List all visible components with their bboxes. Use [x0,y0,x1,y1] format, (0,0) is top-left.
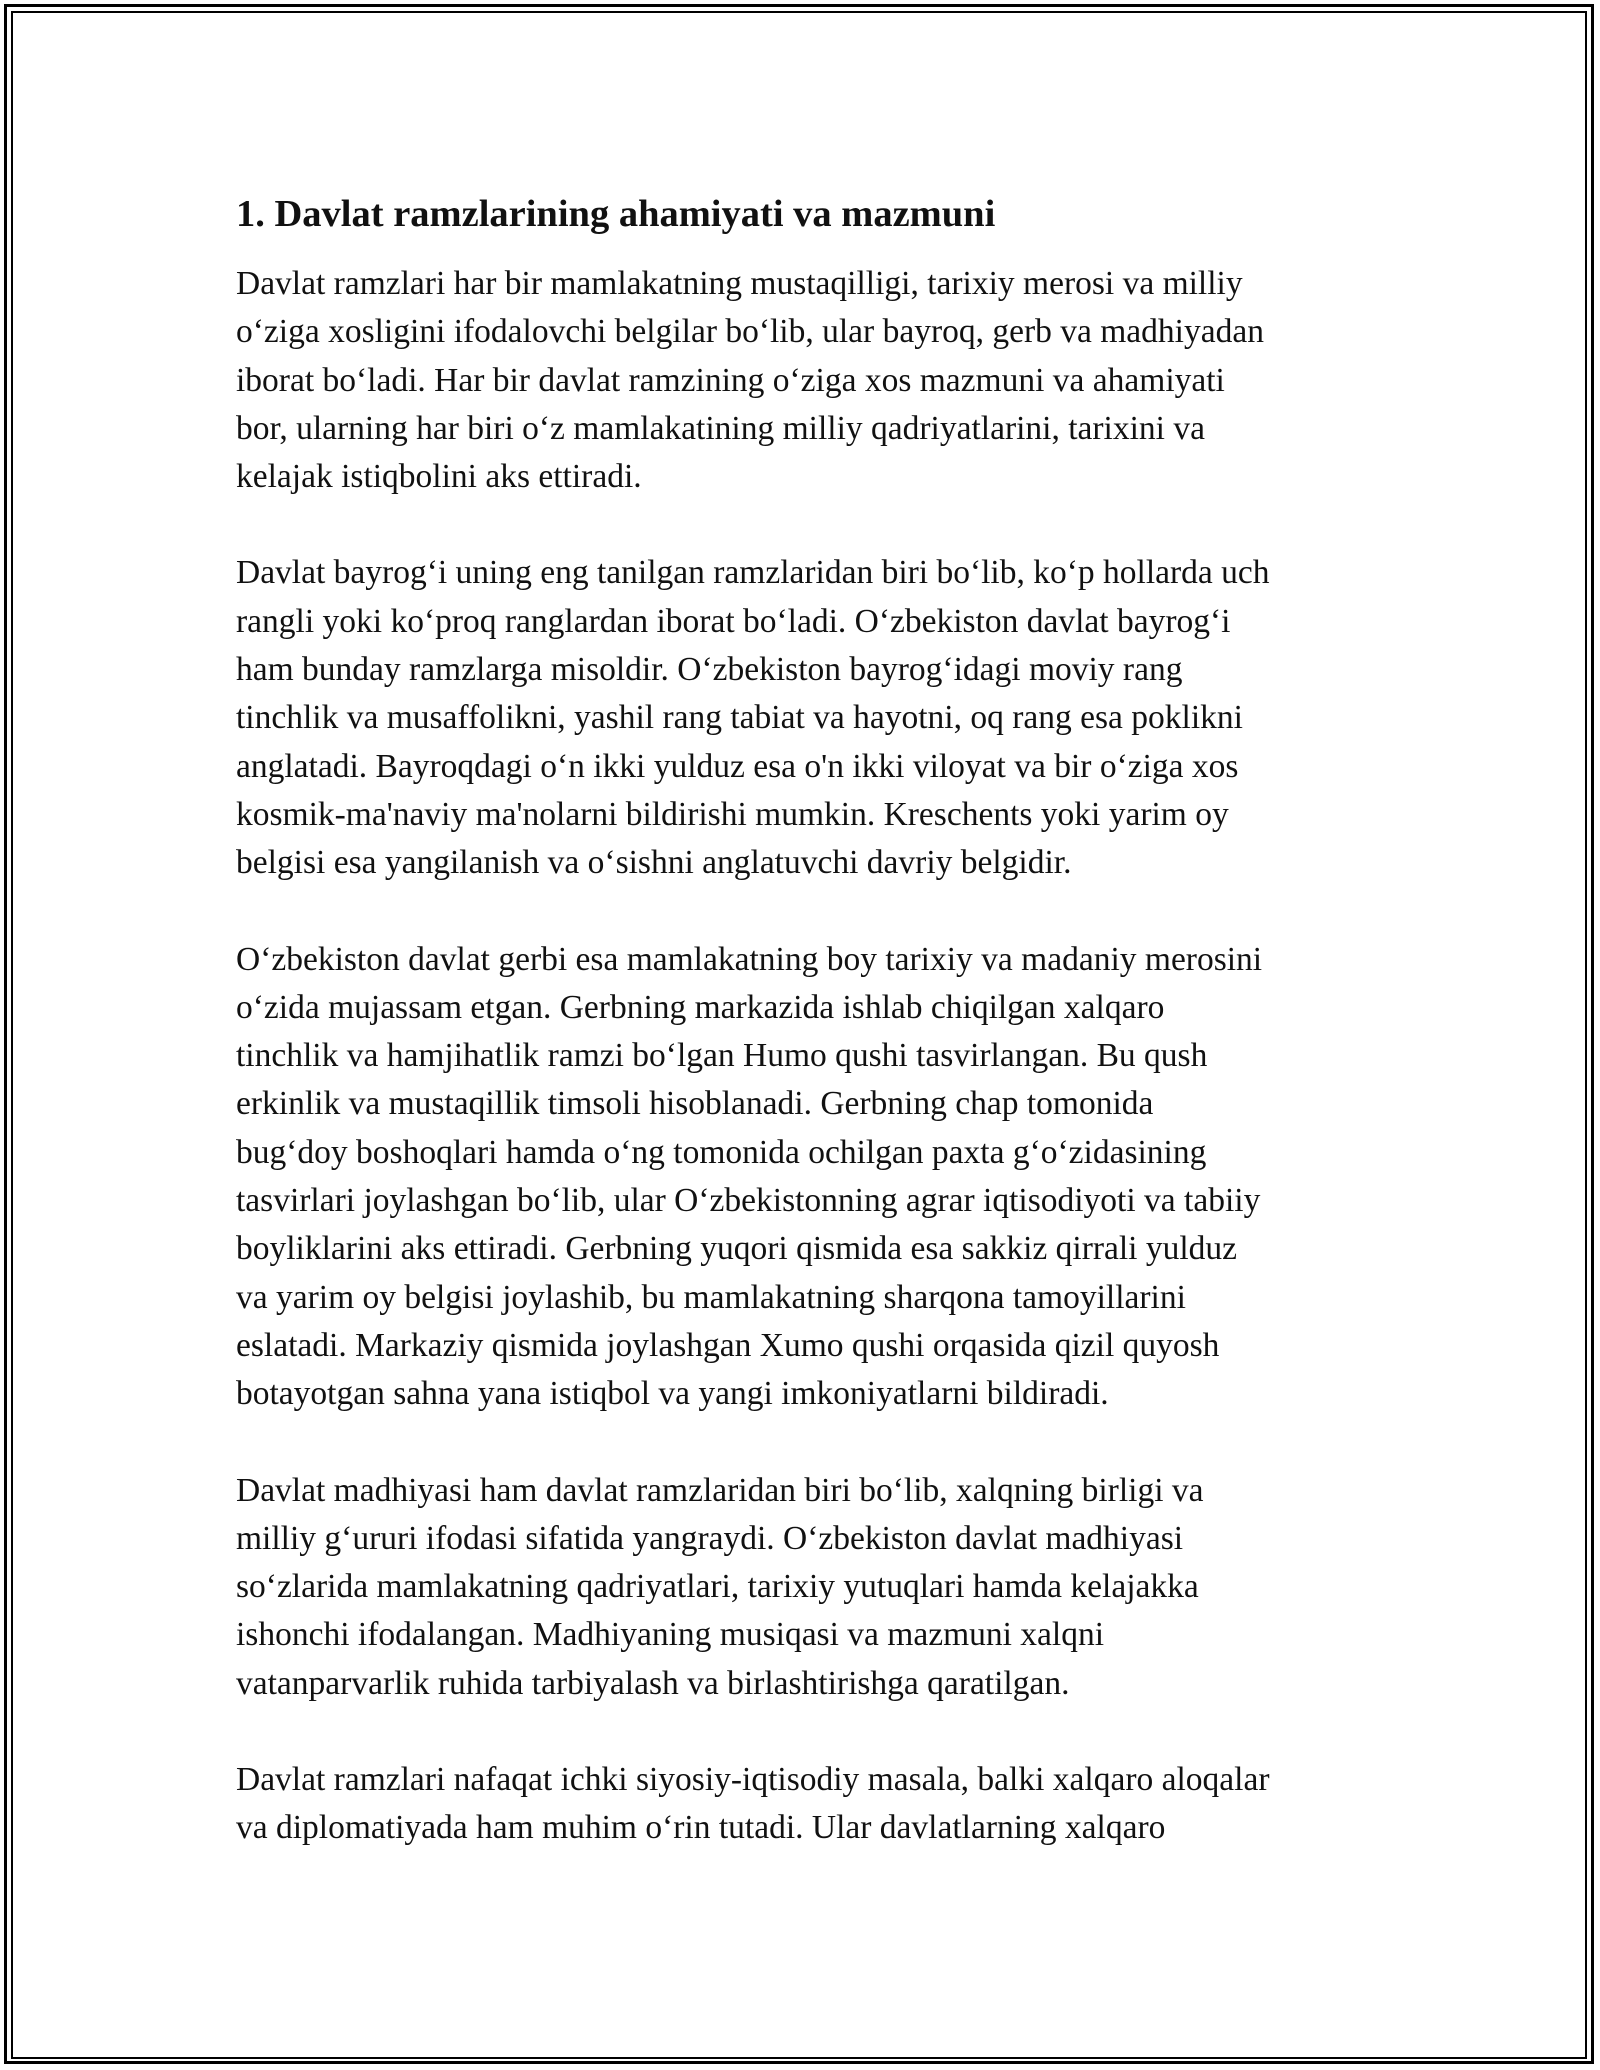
text-line: botayotgan sahna yana istiqbol va yangi imkoniyatlarni bildiradi. [236,1375,1109,1413]
paragraph-4 [236,1467,1376,1708]
text-line: ham bunday ramzlarga misoldir. O‘zbekiston bayrog‘idagi moviy rang [236,651,1183,689]
paragraph-3 [236,936,1376,1419]
text-line: Davlat madhiyasi ham davlat ramzlaridan biri bo‘lib, xalqning birligi va [236,1471,1204,1509]
text-line: O‘zbekiston davlat gerbi esa mamlakatning boy tarixiy va madaniy merosini [236,940,1263,978]
text-line: tinchlik va musaffolikni, yashil rang tabiat va hayotni, oq rang esa poklikni [236,699,1243,737]
text-line: erkinlik va mustaqillik timsoli hisoblanadi. Gerbning chap tomonida [236,1085,1154,1123]
text-line: kosmik-ma'naviy ma'nolarni bildirishi mumkin. Kreschents yoki yarim oy [236,795,1229,833]
paragraph-1 [236,260,1376,501]
text-line: kelajak istiqbolini aks ettiradi. [236,458,642,496]
text-line: o‘ziga xosligini ifodalovchi belgilar bo‘lib, ular bayroq, gerb va madhiyadan [236,313,1264,351]
paragraph-5 [236,1756,1376,1853]
text-line: milliy g‘ururi ifodasi sifatida yangraydi. O‘zbekiston davlat madhiyasi [236,1519,1184,1557]
paragraph-2 [236,549,1376,887]
text-line: tasvirlari joylashgan bo‘lib, ular O‘zbekistonning agrar iqtisodiyoti va tabiiy [236,1182,1261,1220]
document-body [236,188,1376,1901]
text-line: va yarim oy belgisi joylashib, bu mamlakatning sharqona tamoyillarini [236,1278,1186,1316]
section-title: 1. Davlat ramzlarining ahamiyati va mazmuni [236,193,996,235]
text-line: Davlat ramzlari har bir mamlakatning mustaqilligi, tarixiy merosi va milliy [236,265,1243,302]
text-line: tinchlik va hamjihatlik ramzi bo‘lgan Humo qushi tasvirlangan. Bu qush [236,1037,1208,1075]
text-line: bor, ularning har biri o‘z mamlakatining milliy qadriyatlarini, tarixini va [236,409,1205,447]
text-line: vatanparvarlik ruhida tarbiyalash va birlashtirishga qaratilgan. [236,1664,1070,1702]
text-line: anglatadi. Bayroqdagi o‘n ikki yulduz esa o'n ikki viloyat va bir o‘ziga xos [236,747,1239,785]
text-line: va diplomatiyada ham muhim o‘rin tutadi. Ular davlatlarning xalqaro [236,1809,1166,1847]
text-line: Davlat ramzlari nafaqat ichki siyosiy-iqtisodiy masala, balki xalqaro aloqalar [236,1761,1270,1799]
text-line: o‘zida mujassam etgan. Gerbning markazida ishlab chiqilgan xalqaro [236,988,1165,1026]
text-line: rangli yoki ko‘proq ranglardan iborat bo‘ladi. O‘zbekiston davlat bayrog‘i [236,602,1231,640]
text-line: boyliklarini aks ettiradi. Gerbning yuqori qismida esa sakkiz qirrali yulduz [236,1230,1238,1268]
text-line: ishonchi ifodalangan. Madhiyaning musiqasi va mazmuni xalqni [236,1616,1105,1654]
text-line: bug‘doy boshoqlari hamda o‘ng tomonida ochilgan paxta g‘o‘zidasining [236,1133,1207,1171]
text-line: belgisi esa yangilanish va o‘sishni anglatuvchi davriy belgidir. [236,844,1072,882]
text-line: Davlat bayrog‘i uning eng tanilgan ramzlaridan biri bo‘lib, ko‘p hollarda uch [236,554,1270,592]
text-line: eslatadi. Markaziy qismida joylashgan Xumo qushi orqasida qizil quyosh [236,1326,1220,1364]
text-line: iborat bo‘ladi. Har bir davlat ramzining o‘ziga xos mazmuni va ahamiyati [236,361,1225,399]
text-line: so‘zlarida mamlakatning qadriyatlari, tarixiy yutuqlari hamda kelajakka [236,1568,1199,1606]
